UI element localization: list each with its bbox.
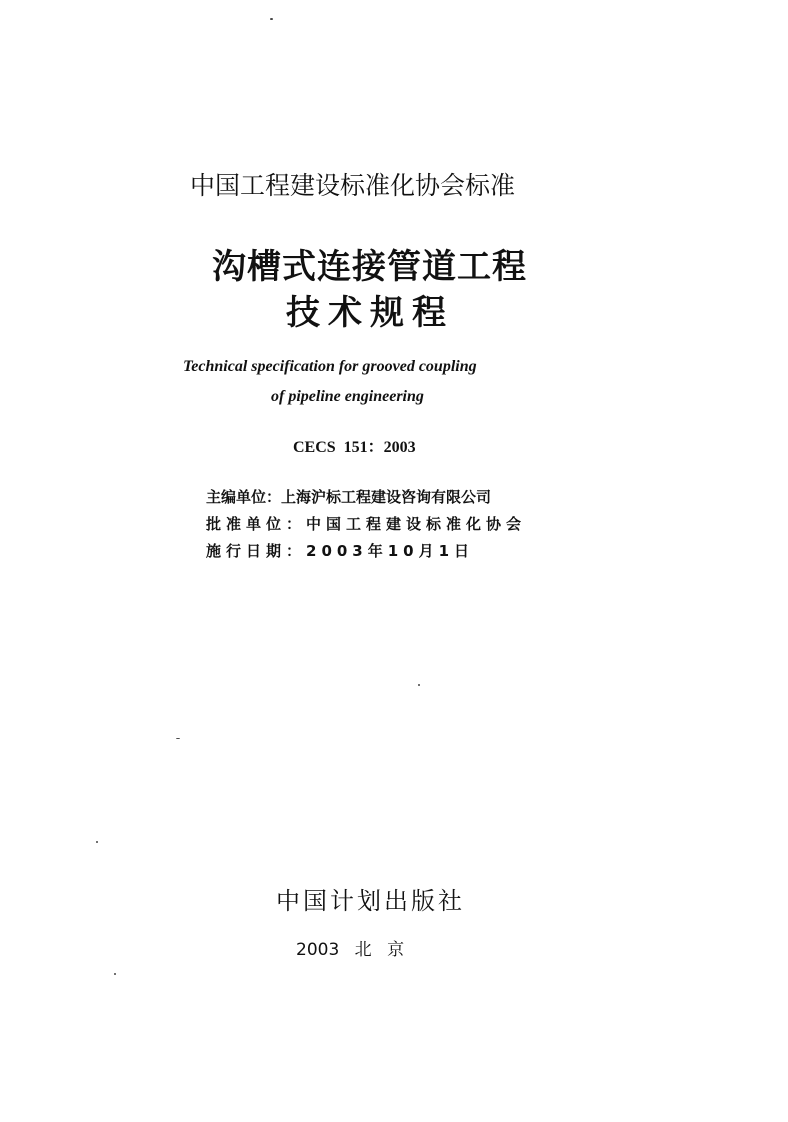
english-title-line-1: Technical specification for grooved coupling: [183, 358, 477, 375]
title-line-1: 沟槽式连接管道工程: [212, 247, 527, 287]
standard-code: CECS 151：2003: [293, 439, 416, 456]
approver-unit: 批准单位：中国工程建设标准化协会: [206, 515, 527, 533]
title-line-2: 技术规程: [286, 293, 454, 333]
editor-unit: 主编单位：上海沪标工程建设咨询有限公司: [206, 488, 492, 506]
scan-speck: [96, 841, 98, 843]
scan-speck: [270, 18, 273, 20]
scan-speck: [114, 973, 116, 975]
effective-date: 施行日期：2003年10月1日: [206, 542, 475, 560]
scan-speck: [418, 684, 420, 686]
standard-series-label: 中国工程建设标准化协会标准: [190, 171, 516, 200]
scan-speck: [176, 738, 180, 739]
publisher-name: 中国计划出版社: [276, 887, 465, 915]
publication-imprint: 2003 北 京: [296, 940, 405, 960]
english-title-line-2: of pipeline engineering: [271, 388, 424, 405]
